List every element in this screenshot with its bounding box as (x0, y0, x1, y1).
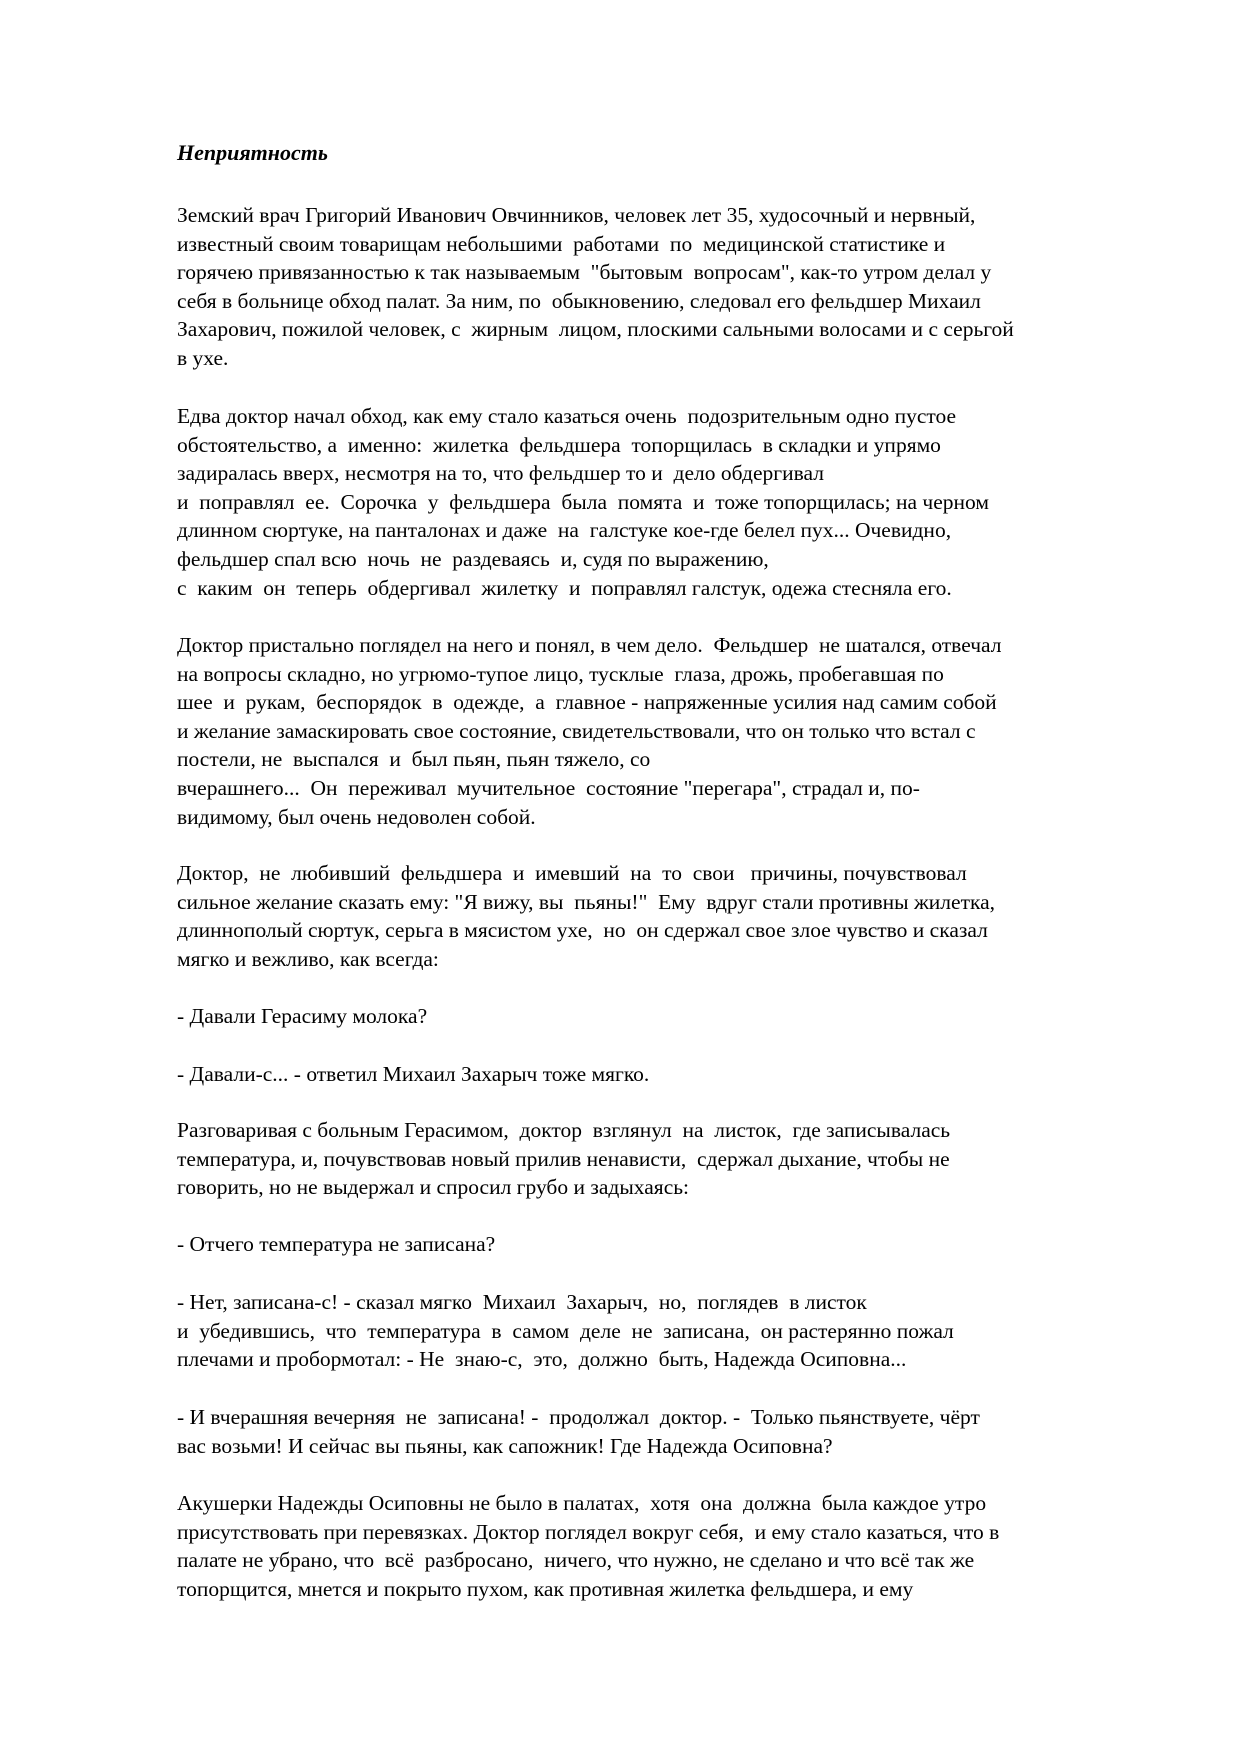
text-line: топорщится, мнется и покрыто пухом, как противная жилетка фельдшера, и ему (177, 1576, 914, 1601)
text-line: и поправлял ее. Сорочка у фельдшера была помята и тоже топорщилась; на черном (177, 489, 989, 514)
paragraph (177, 1403, 980, 1460)
text-line: вас возьми! И сейчас вы пьяны, как сапожник! Где Надежда Осиповна? (177, 1433, 833, 1458)
text-line: Земский врач Григорий Иванович Овчинников, человек лет 35, худосочный и нервный, (177, 203, 976, 227)
text-line: в ухе. (177, 345, 229, 370)
paragraph (177, 1116, 950, 1202)
text-line: и желание замаскировать свое состояние, свидетельствовали, что он только что встал с (177, 718, 976, 743)
text-line: плечами и пробормотал: - Не знаю-с, это, должно быть, Надежда Осиповна... (177, 1347, 907, 1372)
text-line: Доктор, не любивший фельдшера и имевший на то свои причины, почувствовал (177, 861, 967, 885)
paragraph (177, 859, 995, 973)
text-line: сильное желание сказать ему: "Я вижу, вы пьяны!" Ему вдруг стали противны жилетка, (177, 889, 996, 914)
paragraph (177, 402, 989, 602)
text-line: - Отчего температура не записана? (177, 1232, 496, 1256)
text-line: горячею привязанностью к так называемым "бытовым вопросам", как-то утром делал у (177, 260, 992, 285)
text-line: фельдшер спал всю ночь не раздеваясь и, судя по выражению, (177, 546, 769, 571)
text-line: с каким он теперь обдергивал жилетку и поправлял галстук, одежа стесняла его. (177, 575, 952, 600)
text-line: палате не убрано, что всё разбросано, ничего, что нужно, не сделано и что всё так же (177, 1548, 975, 1573)
text-line: - Нет, записана-с! - сказал мягко Михаил Захарыч, но, поглядев в листок (177, 1290, 867, 1314)
paragraph (177, 1060, 649, 1089)
text-line: вчерашнего... Он переживал мучительное состояние "перегара", страдал и, по- (177, 775, 920, 800)
text-line: обстоятельство, а именно: жилетка фельдшера топорщилась в складки и упрямо (177, 432, 941, 457)
text-line: Разговаривая с больным Герасимом, доктор взглянул на листок, где записывалась (177, 1118, 951, 1142)
text-line: длиннополый сюртук, серьга в мясистом ухе, но он сдержал свое злое чувство и сказал (177, 918, 988, 943)
text-line: известный своим товарищам небольшими работами по медицинской статистике и (177, 231, 946, 256)
text-line: постели, не выспался и был пьян, пьян тяжело, со (177, 747, 651, 772)
paragraph (177, 1288, 954, 1374)
text-line: Захарович, пожилой человек, с жирным лицом, плоскими сальными волосами и с серьгой (177, 317, 1014, 342)
paragraph (177, 631, 1002, 831)
text-line: Доктор пристально поглядел на него и понял, в чем дело. Фельдшер не шатался, отвечал (177, 633, 1002, 657)
text-line: температура, и, почувствовав новый прилив ненависти, сдержал дыхание, чтобы не (177, 1146, 950, 1171)
document-title: Неприятность (177, 140, 328, 165)
text-line: Акушерки Надежды Осиповны не было в палатах, хотя она должна была каждое утро (177, 1491, 987, 1515)
text-line: - И вчерашняя вечерняя не записана! - продолжал доктор. - Только пьянствуете, чёрт (177, 1405, 980, 1429)
text-line: задиралась вверх, несмотря на то, что фельдшер то и дело обдергивал (177, 461, 824, 486)
text-line: мягко и вежливо, как всегда: (177, 946, 439, 971)
paragraph (177, 1230, 495, 1259)
text-line: - Давали Герасиму молока? (177, 1004, 428, 1028)
text-line: говорить, но не выдержал и спросил грубо и задыхаясь: (177, 1175, 690, 1200)
text-line: - Давали-с... - ответил Михаил Захарыч тоже мягко. (177, 1062, 650, 1086)
text-line: шее и рукам, беспорядок в одежде, а главное - напряженные усилия над самим собой (177, 690, 997, 715)
text-line: на вопросы складно, но угрюмо-тупое лицо, тусклые глаза, дрожь, пробегавшая по (177, 661, 944, 686)
text-line: длинном сюртуке, на панталонах и даже на галстуке кое-где белел пух... Очевидно, (177, 518, 952, 543)
text-line: Едва доктор начал обход, как ему стало казаться очень подозрительным одно пустое (177, 404, 957, 428)
paragraph (177, 201, 1014, 373)
text-line: и убедившись, что температура в самом деле не записана, он растерянно пожал (177, 1318, 954, 1343)
paragraph (177, 1002, 427, 1031)
text-line: видимому, был очень недоволен собой. (177, 804, 536, 829)
text-line: присутствовать при перевязках. Доктор поглядел вокруг себя, и ему стало казаться, что в (177, 1519, 1000, 1544)
paragraph (177, 1489, 999, 1603)
text-line: себя в больнице обход палат. За ним, по обыкновению, следовал его фельдшер Михаил (177, 288, 981, 313)
